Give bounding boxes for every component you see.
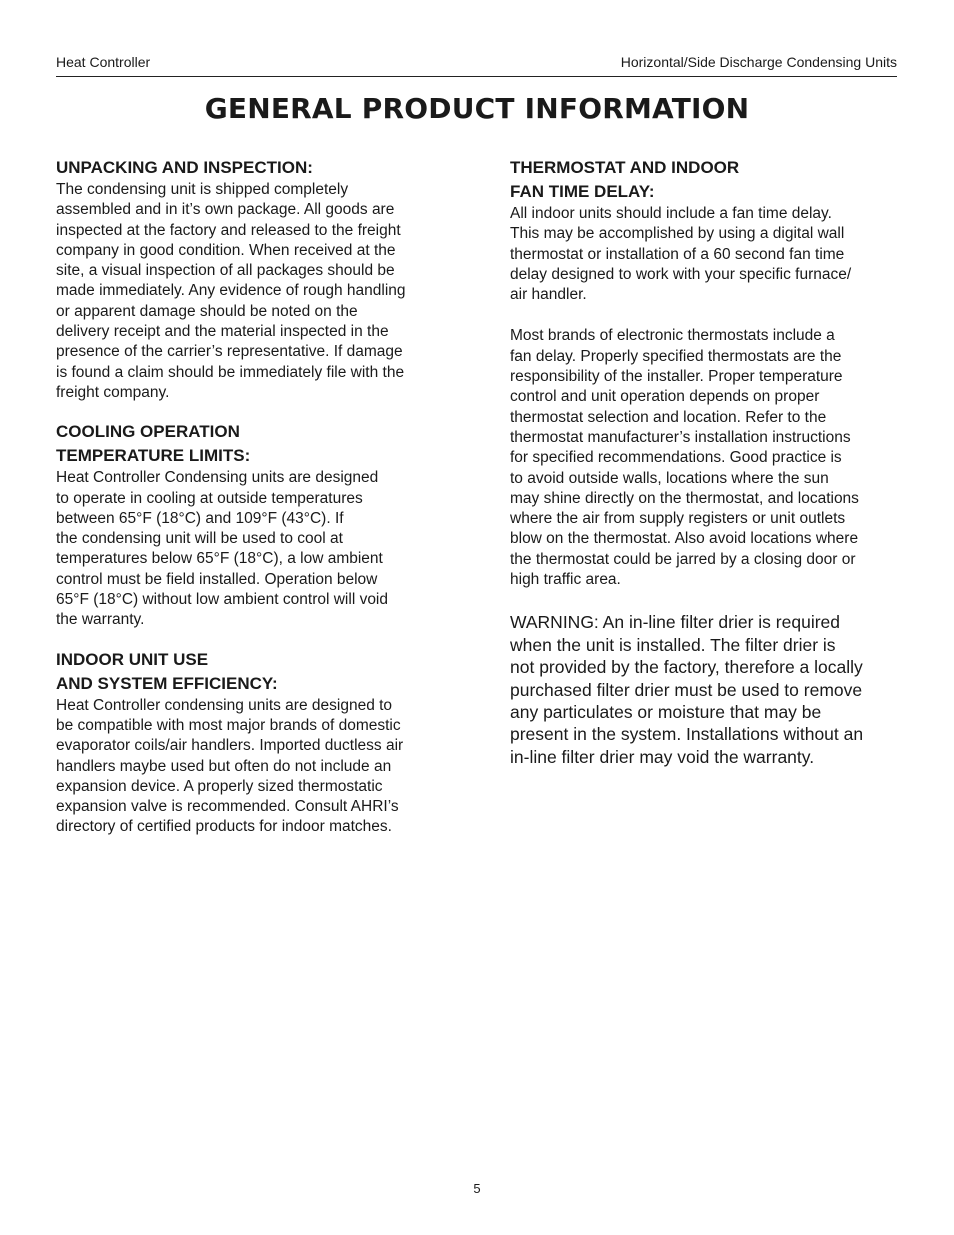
- section-indoor-unit: [56, 648, 448, 838]
- page-title: GENERAL PRODUCT INFORMATION: [204, 92, 750, 125]
- text-line: delivery receipt and the material inspected in the: [56, 323, 389, 341]
- text-line: the condensing unit will be used to cool at: [56, 530, 343, 548]
- text-line: The condensing unit is shipped completely: [56, 181, 349, 198]
- section-body: [56, 468, 448, 630]
- heading-line: FAN TIME DELAY:: [510, 182, 655, 201]
- text-line: may shine directly on the thermostat, and locations: [510, 489, 859, 507]
- text-line: air handler.: [510, 286, 587, 304]
- text-line: site, a visual inspection of all packages should be: [56, 262, 395, 280]
- section-cooling-limits: [56, 420, 448, 630]
- text-line: made immediately. Any evidence of rough handling: [56, 282, 406, 300]
- text-line: control must be field installed. Operation below: [56, 570, 378, 588]
- text-line: any particulates or moisture that may be: [510, 701, 822, 722]
- text-line: to avoid outside walls, locations where the sun: [510, 469, 829, 487]
- text-line: be compatible with most major brands of domestic: [56, 716, 401, 734]
- paragraph-spacer: [510, 590, 900, 611]
- text-line: thermostat selection and location. Refer to the: [510, 408, 827, 426]
- text-line: for specified recommendations. Good practice is: [510, 449, 842, 467]
- text-line: handlers maybe used but often do not include an: [56, 757, 392, 775]
- text-line: or apparent damage should be noted on the: [56, 302, 358, 320]
- text-line: Most brands of electronic thermostats include a: [510, 327, 835, 345]
- text-line: This may be accomplished by using a digital wall: [510, 225, 845, 243]
- text-line: evaporator coils/air handlers. Imported ductless air: [56, 737, 404, 755]
- heading-line: THERMOSTAT AND INDOOR: [510, 158, 740, 177]
- section-heading: [56, 156, 448, 180]
- text-line: blow on the thermostat. Also avoid locations where: [510, 530, 859, 548]
- text-line: 65°F (18°C) without low ambient control will void: [56, 591, 389, 609]
- warning-paragraph: [510, 611, 900, 768]
- text-line: presence of the carrier’s representative. If damage: [56, 343, 403, 361]
- text-line: freight company.: [56, 383, 170, 401]
- section-heading: [56, 648, 448, 696]
- page-number: 5: [473, 1181, 481, 1196]
- text-line: All indoor units should include a fan time delay.: [510, 205, 832, 222]
- fan-delay-paragraph: [510, 204, 900, 305]
- text-line: between 65°F (18°C) and 109°F (43°C). If: [56, 509, 344, 527]
- thermostat-paragraph: [510, 326, 900, 590]
- text-line: thermostat manufacturer’s installation instructions: [510, 428, 851, 446]
- text-line: expansion valve is recommended. Consult AHRI’s: [56, 798, 399, 816]
- text-line: in-line filter drier may void the warranty.: [510, 746, 815, 767]
- text-line: thermostat or installation of a 60 second fan time: [510, 245, 845, 263]
- text-line: assembled and in it’s own package. All goods are: [56, 201, 395, 219]
- text-line: responsibility of the installer. Proper temperature: [510, 368, 843, 386]
- header-doc-title: Horizontal/Side Discharge Condensing Units: [620, 54, 897, 70]
- text-line: not provided by the factory, therefore a locally: [510, 657, 863, 678]
- text-line: delay designed to work with your specific furnace/: [510, 265, 852, 283]
- text-line: inspected at the factory and released to the freight: [56, 221, 401, 239]
- section-unpacking: [56, 156, 448, 403]
- text-line: temperatures below 65°F (18°C), a low ambient: [56, 550, 383, 568]
- text-line: high traffic area.: [510, 571, 621, 589]
- text-line: Heat Controller condensing units are designed to: [56, 696, 393, 714]
- heading-line: AND SYSTEM EFFICIENCY:: [56, 673, 278, 693]
- text-line: to operate in cooling at outside temperatures: [56, 489, 363, 507]
- text-line: where the air from supply registers or unit outlets: [510, 510, 846, 528]
- text-line: the thermostat could be jarred by a closing door or: [510, 550, 856, 568]
- text-line: is found a claim should be immediately file with the: [56, 363, 405, 381]
- text-line: control and unit operation depends on proper: [510, 388, 820, 406]
- text-line: company in good condition. When received at the: [56, 241, 396, 259]
- text-line: WARNING: An in-line filter drier is required: [510, 612, 841, 633]
- right-column: [510, 156, 900, 768]
- heading-line: UNPACKING AND INSPECTION:: [56, 158, 313, 177]
- paragraph-spacer: [510, 305, 900, 326]
- text-line: purchased filter drier must be used to remove: [510, 679, 863, 700]
- left-column: [56, 156, 448, 855]
- header-company: Heat Controller: [56, 54, 151, 70]
- page-header: [56, 52, 897, 77]
- text-line: expansion device. A properly sized thermostatic: [56, 777, 383, 795]
- text-line: fan delay. Properly specified thermostats are the: [510, 347, 842, 365]
- text-line: the warranty.: [56, 611, 145, 629]
- section-heading: [56, 420, 448, 468]
- text-line: Heat Controller Condensing units are designed: [56, 469, 379, 487]
- text-line: directory of certified products for indoor matches.: [56, 818, 392, 836]
- heading-line: COOLING OPERATION: [56, 422, 240, 442]
- section-body: [56, 180, 448, 403]
- heading-line: INDOOR UNIT USE: [56, 649, 209, 669]
- section-heading: [510, 156, 900, 204]
- section-body: [56, 696, 448, 838]
- text-line: when the unit is installed. The filter drier is: [510, 634, 836, 655]
- heading-line: TEMPERATURE LIMITS:: [56, 446, 251, 466]
- text-line: present in the system. Installations without an: [510, 724, 864, 745]
